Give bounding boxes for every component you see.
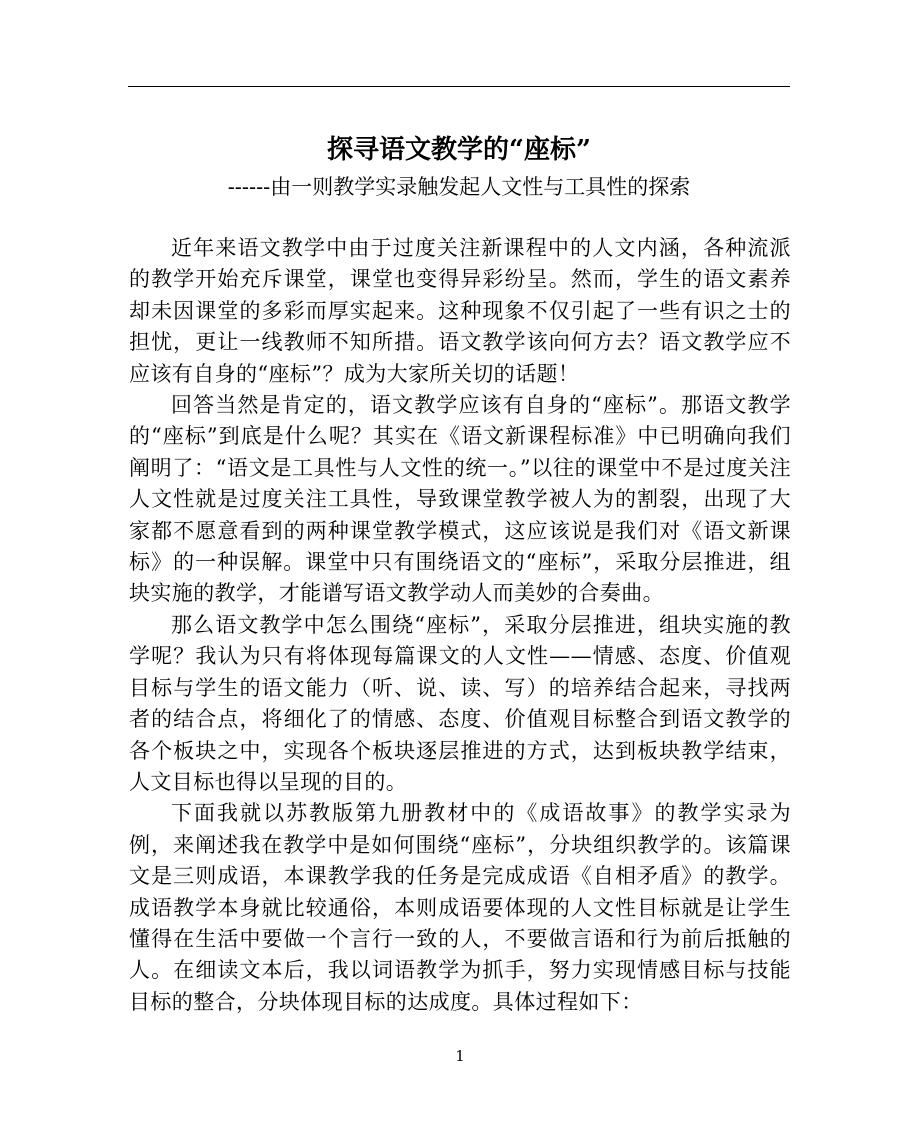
document-body [129,233,791,1018]
document-subtitle: ------由一则教学实录触发起人文性与工具性的探索 [227,175,691,199]
document-title: 探寻语文教学的“座标” [327,135,591,165]
page-number: 1 [455,1047,465,1065]
header-rule [128,86,790,87]
body-paragraph: 下面我就以苏教版第九册教材中的《成语故事》的教学实录为例，来阐述我在教学中是如何围绕“座标”，分块组织教学的。该篇课文是三则成语，本课教学我的任务是完成成语《自相矛盾》的教学。成语教学本身就比较通俗，本则成语要体现的人文性目标就是让学生懂得在生活中要做一个言行一致的人，不要做言语和行为前后抵触的人。在细读文本后，我以词语教学为抓手，努力实现情感目标与技能目标的整合，分块体现目标的达成度。具体过程如下： [129,801,791,1014]
body-paragraph: 近年来语文教学中由于过度关注新课程中的人文内涵，各种流派的教学开始充斥课堂，课堂也变得异彩纷呈。然而，学生的语文素养却未因课堂的多彩而厚实起来。这种现象不仅引起了一些有识之士的担忧，更让一线教师不知所措。语文教学该向何方去？语文教学应不应该有自身的“座标”？成为大家所关切的话题！ [129,236,791,386]
body-paragraph: 那么语文教学中怎么围绕“座标”，采取分层推进，组块实施的教学呢？我认为只有将体现每篇课文的人文性——情感、态度、价值观目标与学生的语文能力（听、说、读、写）的培养结合起来，寻找两者的结合点，将细化了的情感、态度、价值观目标整合到语文教学的各个板块之中，实现各个板块逐层推进的方式，达到板块教学结束，人文目标也得以呈现的目的。 [129,612,791,794]
body-paragraph: 回答当然是肯定的，语文教学应该有自身的“座标”。那语文教学的“座标”到底是什么呢？其实在《语文新课程标准》中已明确向我们阐明了：“语文是工具性与人文性的统一。”以往的课堂中不是过度关注人文性就是过度关注工具性，导致课堂教学被人为的割裂，出现了大家都不愿意看到的两种课堂教学模式，这应该说是我们对《语文新课标》的一种误解。课堂中只有围绕语文的“座标”，采取分层推进，组块实施的教学，才能谱写语文教学动人而美妙的合奏曲。 [129,393,791,606]
